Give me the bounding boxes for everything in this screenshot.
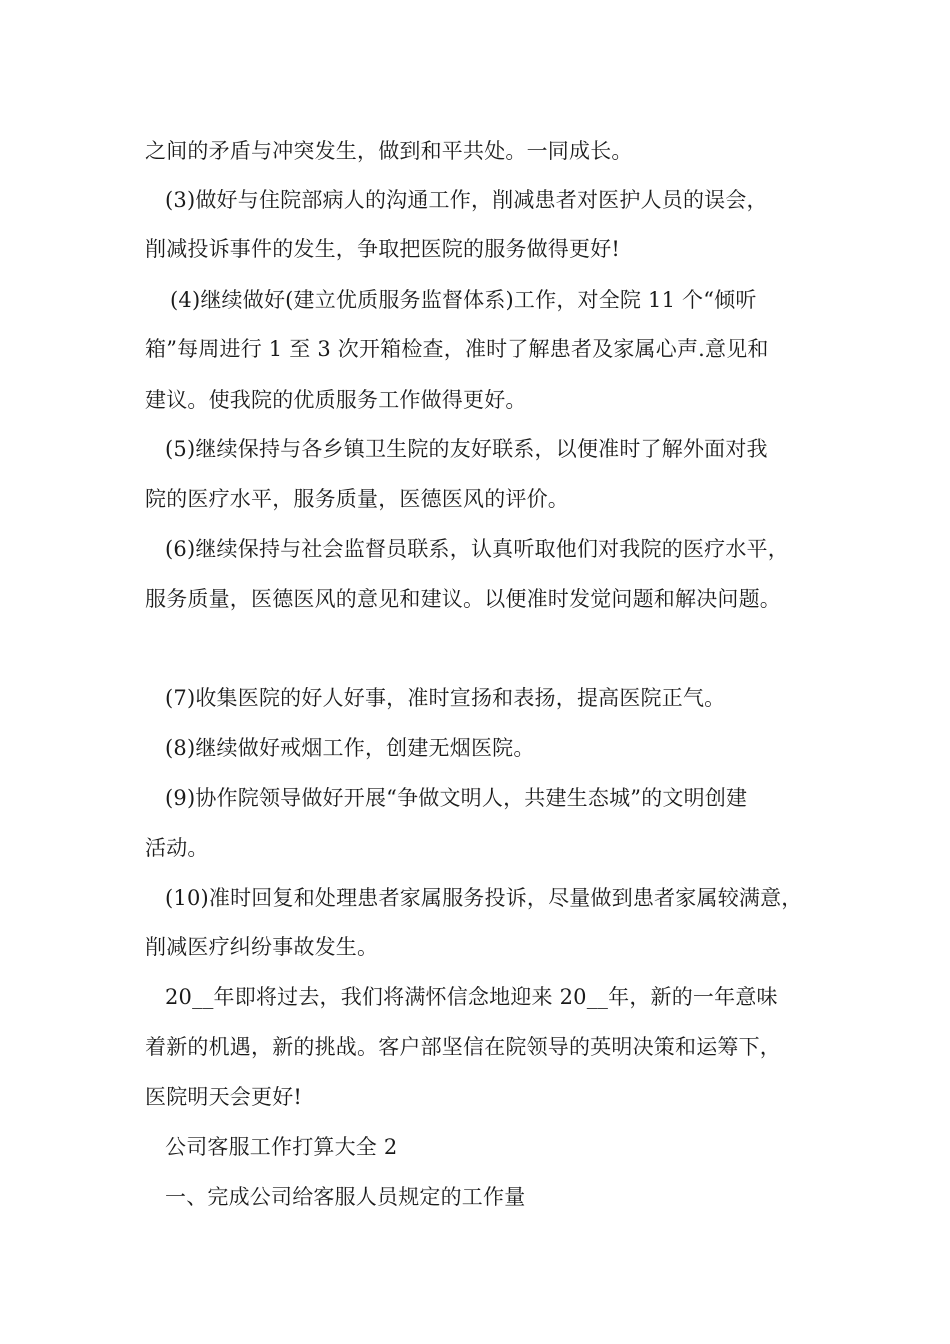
section-heading: 公司客服工作打算大全 2 [165, 1135, 398, 1159]
paragraph-line: 20__年即将过去，我们将满怀信念地迎来 20__年，新的一年意味 [165, 985, 778, 1009]
paragraph-line: 服务质量，医德医风的意见和建议。以便准时发觉问题和解决问题。 [145, 587, 781, 611]
paragraph-line: (4)继续做好(建立优质服务监督体系)工作，对全院 11 个“倾听 [170, 288, 757, 312]
paragraph-line: (8)继续做好戒烟工作，创建无烟医院。 [165, 736, 535, 760]
paragraph-line: 箱”每周进行 1 至 3 次开箱检查，准时了解患者及家属心声.意见和 [145, 337, 769, 361]
paragraph-line: 院的医疗水平，服务质量，医德医风的评价。 [145, 487, 569, 511]
section-subheading: 一、完成公司给客服人员规定的工作量 [165, 1185, 526, 1209]
paragraph-line: 医院明天会更好! [145, 1085, 303, 1109]
paragraph-line: (5)继续保持与各乡镇卫生院的友好联系，以便准时了解外面对我 [165, 437, 768, 461]
paragraph-line: (9)协作院领导做好开展“争做文明人，共建生态城”的文明创建 [165, 786, 748, 810]
paragraph-line: 之间的矛盾与冲突发生，做到和平共处。一同成长。 [145, 139, 633, 163]
paragraph-line: (10)准时回复和处理患者家属服务投诉，尽量做到患者家属较满意， [165, 886, 803, 910]
paragraph-line: 着新的机遇，新的挑战。客户部坚信在院领导的英明决策和运筹下， [145, 1035, 781, 1059]
paragraph-line: 建议。使我院的优质服务工作做得更好。 [145, 388, 527, 412]
paragraph-line: (3)做好与住院部病人的沟通工作，削减患者对医护人员的误会， [165, 188, 768, 212]
paragraph-line: (7)收集医院的好人好事，准时宣扬和表扬，提高医院正气。 [165, 686, 726, 710]
paragraph-line: 削减投诉事件的发生，争取把医院的服务做得更好! [145, 237, 621, 261]
paragraph-line: 活动。 [145, 836, 209, 860]
paragraph-line: 削减医疗纠纷事故发生。 [145, 935, 379, 959]
paragraph-line: (6)继续保持与社会监督员联系，认真听取他们对我院的医疗水平， [165, 537, 789, 561]
